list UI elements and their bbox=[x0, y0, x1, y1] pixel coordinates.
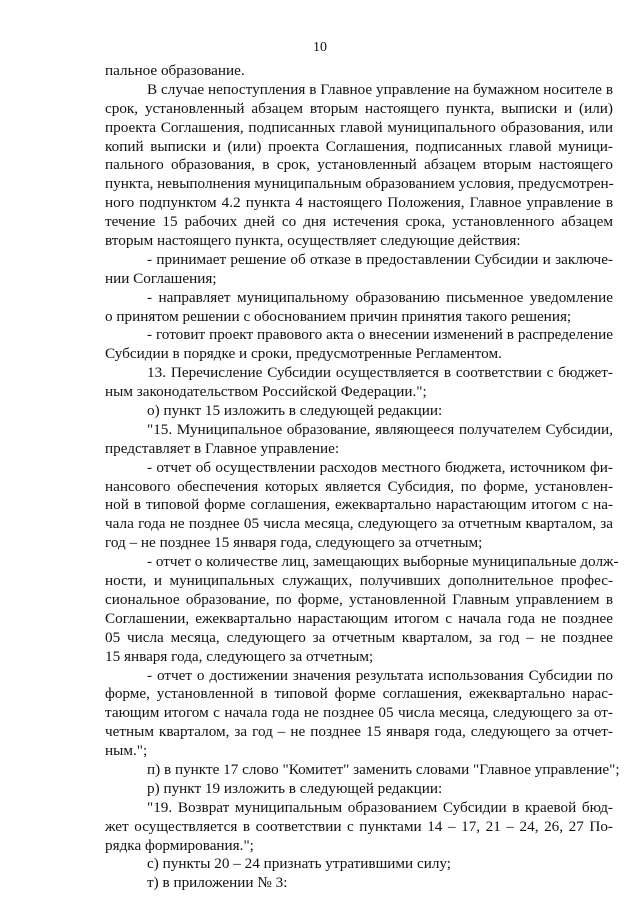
text-line: представляет в Главное управление: bbox=[105, 439, 340, 457]
text-line: 13. Перечисление Субсидии осуществляется в соответствии с бюджет- bbox=[147, 364, 613, 382]
text-line: нансового обеспечения которых является Субсидия, по форме, установлен- bbox=[105, 477, 613, 495]
text-line: копий выписки и (или) проекта Соглашения, подписанных главой муници- bbox=[105, 137, 613, 155]
text-line: течение 15 рабочих дней со дня истечения срока, установленного абзацем bbox=[105, 213, 613, 231]
text-line: - направляет муниципальному образованию письменное уведомление bbox=[147, 288, 613, 306]
text-line: проекта Соглашения, подписанных главой муниципального образования, или bbox=[105, 118, 613, 136]
text-line: п) в пункте 17 слово "Комитет" заменить словами "Главное управление"; bbox=[147, 760, 620, 778]
text-line: сиональное образование, по форме, установленной Главным управлением в bbox=[105, 590, 613, 608]
text-line: ного подпунктом 4.2 пункта 4 настоящего Положения, Главное управление в bbox=[105, 194, 613, 212]
text-line: о принятом решении с обоснованием причин принятия такого решения; bbox=[105, 307, 572, 325]
body-text bbox=[105, 62, 620, 893]
text-line: р) пункт 19 изложить в следующей редакции: bbox=[147, 779, 443, 797]
text-line: - отчет о достижении значения результата использования Субсидии по bbox=[147, 666, 613, 684]
text-line: четным кварталом, за год – не позднее 15 января года, следующего за отчет- bbox=[105, 723, 613, 741]
text-line: "15. Муниципальное образование, являющееся получателем Субсидии, bbox=[147, 420, 613, 438]
text-line: "19. Возврат муниципальным образованием Субсидии в краевой бюд- bbox=[147, 798, 613, 816]
text-line: пальное образование. bbox=[105, 62, 245, 79]
text-line: Субсидии в порядке и сроки, предусмотренные Регламентом. bbox=[105, 345, 502, 363]
text-line: Соглашении, ежеквартально нарастающим итогом с начала года не позднее bbox=[105, 609, 613, 627]
text-line: - принимает решение об отказе в предоставлении Субсидии и заключе- bbox=[147, 250, 613, 268]
text-line: 05 числа месяца, следующего за отчетным кварталом, за год – не позднее bbox=[105, 628, 613, 646]
text-line: 15 января года, следующего за отчетным; bbox=[105, 647, 374, 665]
text-line: жет осуществляется в соответствии с пунктами 14 – 17, 21 – 24, 26, 27 По- bbox=[105, 817, 613, 835]
text-line: ной в типовой форме соглашения, ежеквартально нарастающим итогом с на- bbox=[105, 496, 613, 514]
text-line: пункта, невыполнения муниципальным образованием условия, предусмотрен- bbox=[105, 175, 614, 193]
text-line: вторым настоящего пункта, осуществляет следующие действия: bbox=[105, 232, 521, 250]
text-line: - отчет об осуществлении расходов местного бюджета, источником фи- bbox=[147, 458, 613, 476]
text-line: ным законодательством Российской Федерации."; bbox=[105, 383, 427, 401]
text-line: т) в приложении № 3: bbox=[147, 874, 288, 892]
text-line: - отчет о количестве лиц, замещающих выборные муниципальные долж- bbox=[147, 553, 619, 571]
text-line: тающим итогом с начала года не позднее 05 числа месяца, следующего за от- bbox=[105, 704, 613, 722]
text-line: пального образования, в срок, установленный абзацем вторым настоящего bbox=[105, 156, 613, 174]
text-line: - готовит проект правового акта о внесении изменений в распределение bbox=[147, 326, 613, 344]
text-line: год – не позднее 15 января года, следующего за отчетным; bbox=[105, 534, 483, 552]
text-line: форме, установленной в типовой форме соглашения, ежеквартально нарас- bbox=[105, 685, 613, 703]
text-line: чала года не позднее 05 числа месяца, следующего за отчетным кварталом, за bbox=[105, 515, 613, 533]
text-line: В случае непоступления в Главное управление на бумажном носителе в bbox=[147, 80, 613, 98]
text-line: ности, и муниципальных служащих, получивших дополнительное профес- bbox=[105, 572, 613, 590]
text-line: с) пункты 20 – 24 признать утратившими силу; bbox=[147, 855, 452, 873]
page-number: 10 bbox=[313, 40, 327, 55]
text-line: рядка формирования."; bbox=[105, 836, 254, 854]
text-line: о) пункт 15 изложить в следующей редакции: bbox=[147, 402, 443, 420]
text-line: ным."; bbox=[105, 742, 148, 760]
text-line: срок, установленный абзацем вторым настоящего пункта, выписки и (или) bbox=[105, 99, 613, 117]
text-line: нии Соглашения; bbox=[105, 269, 217, 287]
